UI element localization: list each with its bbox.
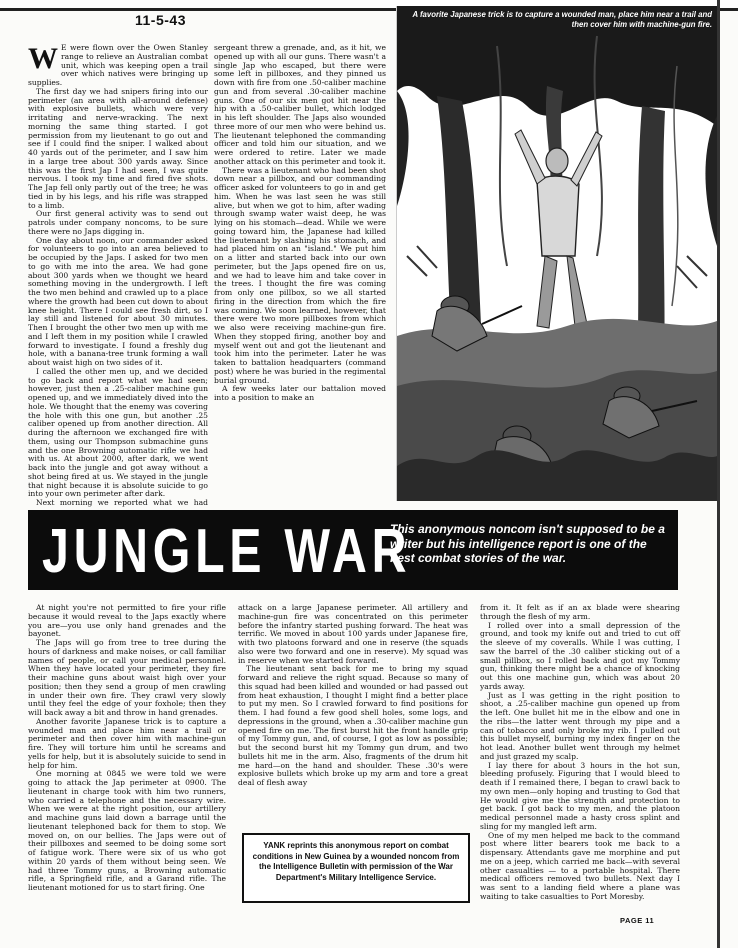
jungle-ambush-illustration [396,6,717,501]
paragraph: One day about noon, our commander asked for volunteers to go into an area believed to be occupied by the Japs. I asked for two men to go with me into the area. We had gone about 300 yards when we thought we heard something moving in the undergrowth. I left the two men behind and crawled up to a place where the growth had been cut down to about knee height. There I could see fresh dirt, so I lay still and listened for about 30 minutes. Then I brought the other two men up with me and I left them in my position while I crawled forward to investigate. I found a freshly dug hole, with a banana-tree trunk forming a wall about waist high on two sides of it. [28,235,208,367]
paragraph: Next morning we reported what we had [36,498,208,507]
paragraph: At night you're not permitted to fire your rifle because it would reveal to the Japs exactly where you are—you use only hand grenades and the bayonet. [28,603,226,639]
reprint-notice-text: YANK reprints this anonymous report on combat conditions in New Guinea by a wounded noncom from the Intelligence Bulletin with permission of the War Department's Military Intelligence Service. [252,841,460,882]
paragraph: Just as I was getting in the right position to shoot, a .25-caliber machine gun opened up from the left. One bullet hit me in the elbow and one in the ribs—the latter went through my pipe and a can of tobacco and only broke my rib. I pulled out this bullet myself, burning my index finger on the hot lead. Another bullet went through my helmet and just grazed my scalp. [480,690,680,761]
illustration-caption: A favorite Japanese trick is to capture a wounded man, place him near a trail and then cover him with machine-gun fire. [412,10,712,29]
paragraph: There was a lieutenant who had been shot down near a pillbox, and our commanding officer asked for volunteers to go in and get him. When he was last seen he was still alive, but when we got to him, after wading through swamp water waist deep, he was lying on his stomach—dead. While we were going toward him, the Japanese had killed the lieutenant by slashing his stomach, and had placed him on an "island." We put him on a litter and started back into our own perimeter, but the Japs opened fire on us, and we had to leave him and take cover in the trees. I thought the fire was coming from only one pillbox, so we all started firing in the direction from which the fire was coming. We soon learned, however, that there were two more pillboxes from which we also were receiving machine-gun fire. When they stopped firing, another boy and myself went out and got the lieutenant and took him into the perimeter. Later he was taken to battalion headquarters (command post) where he was buried in the regimental burial ground. [214,165,386,385]
paragraph: Our first general activity was to send out patrols under company noncoms, to be sure there were no Japs digging in. [28,209,208,236]
paragraph: sergeant threw a grenade, and, as it hit, we opened up with all our guns. There wasn't a single Jap who escaped, but there were some left in pillboxes, and they pinned us down with fire from one .50-caliber machine gun and from several .30-caliber machine guns. One of our six men got hit near the hip with a .50-caliber bullet, which lodged in his left shoulder. The Japs also wounded three more of our men who were behind us. The lieutenant telephoned the commanding officer and told him our situation, and we were ordered to retire. Later we made another attack on this perimeter and took it. [214,43,386,166]
lead-paragraph: W E were flown over the Owen Stanley range to relieve an Australian combat unit, which was keeping open a trail over which natives were bringing up supplies. [28,42,208,87]
illustration-art [397,6,717,501]
paragraph: attack on a large Japanese perimeter. All artillery and machine-gun fire was concentrated on this perimeter before the infantry started pushing forward. The heat was terrific. We moved in about 100 yards under Japanese fire, with two platoons forward and one in reserve (the squads also were two forward and one in reserve). My squad was in reserve when we started forward. [238,603,468,665]
paragraph: The first day we had snipers firing into our perimeter (an area with all-around defense) with explosive bullets, which were very irritating and nerve-wracking. The next morning the same thing started. I got permission from my lieutenant to go out and see if I could find the sniper. I walked about 40 yards out of the perimeter, and I saw him in a large tree about 300 yards away. Since this was the first Jap I had seen, I was quite nervous. I took my time and fired five shots. The Jap fell only partly out of the tree; he was tied in by his legs, and his rifle was strapped to a limb. [28,86,208,210]
paragraph: from it. It felt as if an ax blade were shearing through the flesh of my arm. [480,603,680,621]
handwritten-date: 11-5-43 [135,12,186,28]
headline: JUNGLE WAR [42,517,412,586]
paragraph: One morning at 0845 we were told we were going to attack the Jap perimeter at 0900. The lieutenant in charge took with him two runners, who carried a telephone and the necessary wire. When we were at the right position, our artillery and machine guns laid down a barrage until the lieutenant telephoned back for them to stop. We moved on, on our bellies. The Japs were out of their pillboxes and seemed to be doing some sort of fatigue work. There were six of us who got within 20 yards of them without being seen. We had three Tommy guns, a Browning automatic rifle, a Springfield rifle, and a Garand rifle. The lieutenant motioned for us to start firing. One [28,769,226,892]
title-banner [28,510,678,590]
article-column-1 [28,42,208,507]
paragraph: Another favorite Japanese trick is to capture a wounded man and place him near a trail or perimeter and then cover him with machine-gun fire. They will torture him until he screams and yells for help, but it is absolutely suicide to send in help for him. [28,716,226,770]
paragraph: A few weeks later our battalion moved into a position to make an [214,384,386,402]
deck-subtitle: This anonymous noncom isn't supposed to be a writer but his intelligence report is one of the best combat stories of the war. [390,522,665,565]
article-column-2 [214,44,386,499]
drop-cap: W [28,42,58,75]
paragraph: I rolled over into a small depression of the ground, and took my knife out and tried to cut off the sleeve of my coveralls. While I was cutting, I saw the barrel of the .30 caliber sticking out of a small pillbox, so I rolled back and got my Tommy gun, thinking there might be a chance of knocking out this one machine gun, which was about 20 yards away. [480,620,680,691]
article-column-4 [238,604,468,826]
right-edge-rule [717,0,720,948]
article-column-5 [480,604,680,909]
article-column-3 [28,604,226,909]
paragraph: The Japs will go from tree to tree during the hours of darkness and make noises, or call familiar names of people, or call your medical personnel. When they have located your perimeter, they fire their machine guns about waist high over your position; then they send a group of men crawling in under their own fire. They crawl very slowly until they feel the edge of your foxhole; then they will back away a bit and throw in hand grenades. [28,638,226,717]
page-number: PAGE 11 [620,916,655,925]
reprint-notice-box [242,833,470,903]
paragraph: I called the other men up, and we decided to go back and report what we had seen; however, just then a .25-caliber machine gun opened up, and we immediately dived into the hole. We thought that the enemy was covering the hole with this one gun, but another .25 caliber opened up from another direction. All during the afternoon we exchanged fire with them, using our Thompson submachine guns and the one Browning automatic rifle we had with us. At about 2000, after dark, we went back into the jungle and got away without a shot being fired at us. We stayed in the jungle that night because it is absolute suicide to go into your own perimeter after dark. [28,366,208,499]
paragraph: I lay there for about 3 hours in the hot sun, bleeding profusely. Figuring that I would bleed to death if I remained there, I began to crawl back to my own men—only hoping and trusting to God that He would give me the strength and protection to get back. I got back to my men, and the platoon medical personnel made a hasty cross splint and sling for my mangled left arm. [480,760,680,831]
paragraph: The lieutenant sent back for me to bring my squad forward and relieve the right squad. Because so many of this squad had been killed and wounded or had passed out from heat exhaustion, I thought I might find a better place to put my men. So I crawled forward to find positions for them. I had found a few good shell holes, some logs, and depressions in the ground, when a .30-caliber machine gun opened fire on me. The first burst hit the front handle grip of my Tommy gun, and, of course, I got as low as possible; but the second burst hit my Tommy gun drum, and two bullets hit me in the arm. Also, fragments of the drum hit me hard—on the hand and shoulder. These .30's were explosive bullets which broke up my arm and tore a great deal of flesh away [238,664,468,787]
paragraph: One of my men helped me back to the command post where litter bearers took me back to a dispensary. Attendants gave me morphine and put me on a jeep, which carried me back—with several other casualties — to a portable hospital. There medical officers removed two bullets. Next day I was sent to a landing field where a plane was waiting to take casualties to Port Moresby. [480,830,680,901]
